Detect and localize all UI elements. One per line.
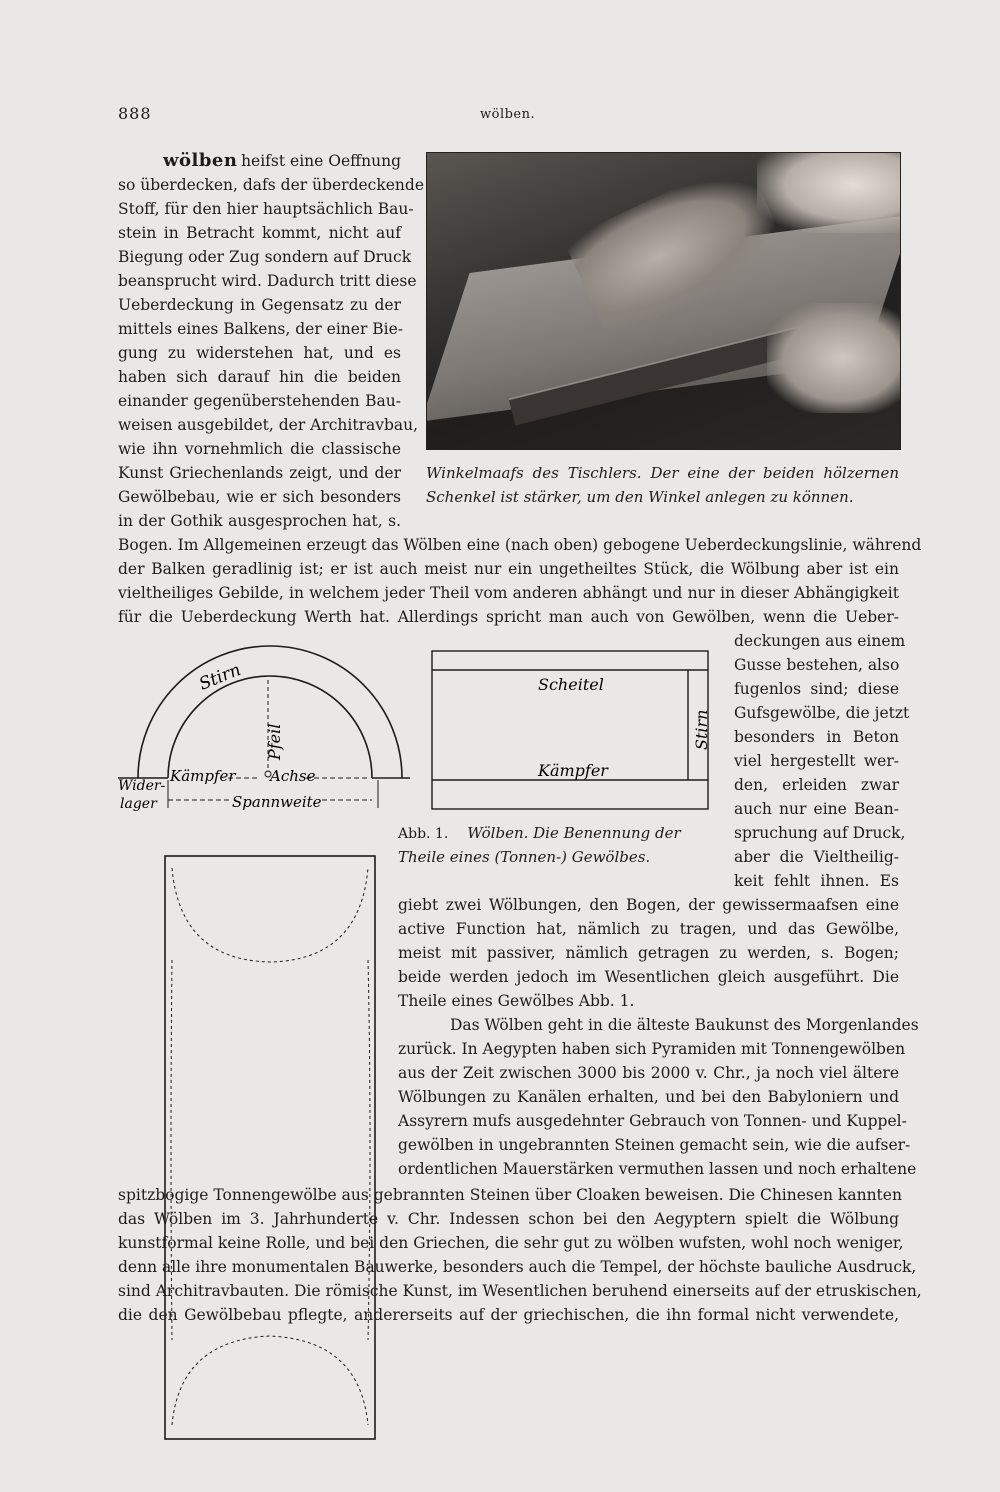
body-line: für die Ueberdeckung Werth hat. Allerdings spricht man auch von Gewölben, wenn die Ueber- [118,608,899,626]
figure-caption-label: Abb. 1. [398,826,449,842]
right-col-line: viel hergestellt wer- [734,752,899,770]
body-line: der Balken geradlinig ist; er ist auch meist nur ein ungetheiltes Stück, die Wölbung aber ist ein [118,560,899,578]
right-col-line: fugenlos sind; diese [734,680,899,698]
body-line: denn alle ihre monumentalen Bauwerke, besonders auch die Tempel, der höchste bauliche Ausdruck, [118,1258,917,1276]
mid-col-line: giebt zwei Wölbungen, den Bogen, der gewissermaafsen eine [398,896,899,914]
col-line: Gewölbebau, wie er sich besonders [118,488,401,506]
vault-plan [165,856,375,1439]
mid-col-line: zurück. In Aegypten haben sich Pyramiden mit Tonnengewölben [398,1040,906,1058]
photo-caption-line-2: Schenkel ist stärker, um den Winkel anlegen zu können. [426,488,854,506]
mid-col-line: ordentlichen Mauerstärken vermuthen lassen und noch erhaltene [398,1160,917,1178]
right-col-line: Gusse bestehen, also [734,656,900,674]
figure-caption-text-1: Wölben. Die Benennung der [467,824,681,842]
col-line: so überdecken, dafs der überdeckende [118,176,424,194]
headword: wölben [163,150,238,171]
col-line: in der Gothik ausgesprochen hat, s. [118,512,401,530]
label-spannweite: Spannweite [232,793,322,811]
label-stirn-2: Stirn [692,709,711,750]
page-number: 888 [118,104,152,123]
carpenter-square-photo [426,152,901,450]
label-wider: Wider- [118,778,166,794]
col-line: einander gegenüberstehenden Bau- [118,392,401,410]
body-line: die den Gewölbebau pflegte, andererseits auf der griechischen, die ihn formal nicht verwendete, [118,1306,899,1324]
body-line: spitzbogige Tonnengewölbe aus gebrannten Steinen über Cloaken beweisen. Die Chinesen kannten [118,1186,902,1204]
col-line: wie ihn vornehmlich die classische [118,440,401,458]
right-col-line: keit fehlt ihnen. Es [734,872,899,890]
col-line-0 [118,150,401,172]
right-col-line: deckungen aus einem [734,632,906,650]
mid-col-line: active Function hat, nämlich zu tragen, und das Gewölbe, [398,920,899,938]
label-lager: lager [120,796,157,812]
col-line: beansprucht wird. Dadurch tritt diese [118,272,417,290]
mid-col-line: Das Wölben geht in die älteste Baukunst des Morgenlandes [450,1016,919,1034]
label-kaempfer: Kämpfer [170,767,236,785]
label-pfeil: Pfeil [265,723,284,760]
running-title: wölben. [480,107,536,122]
col-line: haben sich darauf hin die beiden [118,368,401,386]
right-col-line: Gufsgewölbe, die jetzt [734,704,910,722]
body-line: sind Architravbauten. Die römische Kunst, im Wesentlichen beruhend einerseits auf der etruskischen, [118,1282,922,1300]
col-line: Kunst Griechenlands zeigt, und der [118,464,401,482]
col-line-0-text: heifst eine Oeffnung [241,152,401,170]
body-line: das Wölben im 3. Jahrhunderte v. Chr. Indessen schon bei den Aegyptern spielt die Wölbung [118,1210,899,1228]
col-line: gung zu widerstehen hat, und es [118,344,401,362]
col-line: Stoff, für den hier hauptsächlich Bau- [118,200,414,218]
mid-col-line: gewölben in ungebrannten Steinen gemacht sein, wie die aufser- [398,1136,911,1154]
right-col-line: spruchung auf Druck, [734,824,906,842]
col-line: stein in Betracht kommt, nicht auf [118,224,401,242]
right-col-line: den, erleiden zwar [734,776,899,794]
label-kaempfer-2: Kämpfer [538,761,608,780]
photo-hand-right [767,303,901,413]
photo-caption-line-1: Winkelmaafs des Tischlers. Der eine der beiden hölzernen [426,464,899,482]
right-col-line: auch nur eine Bean- [734,800,899,818]
mid-col-line: Wölbungen zu Kanälen erhalten, und bei den Babyloniern und [398,1088,899,1106]
right-col-line: besonders in Beton [734,728,899,746]
body-line: kunstformal keine Rolle, und bei den Griechen, die sehr gut zu wölben wufsten, wohl noch weniger, [118,1234,904,1252]
label-scheitel: Scheitel [538,675,604,694]
col-line: mittels eines Balkens, der einer Bie- [118,320,404,338]
mid-col-line: aus der Zeit zwischen 3000 bis 2000 v. Chr., ja noch viel ältere [398,1064,899,1082]
mid-col-line: beide werden jedoch im Wesentlichen gleich ausgeführt. Die [398,968,899,986]
label-stirn: Stirn [196,659,244,695]
body-line: vieltheiliges Gebilde, in welchem jeder Theil vom anderen abhängt und nur in dieser Abhängigkeit [118,584,899,602]
figure-caption-line-2: Theile eines (Tonnen-) Gewölbes. [398,848,651,866]
mid-col-line: meist mit passiver, nämlich getragen zu werden, s. Bogen; [398,944,899,962]
figure-caption-line-1 [398,822,681,845]
photo-sleeve [757,153,901,233]
label-achse: Achse [270,767,316,785]
mid-col-line: Theile eines Gewölbes Abb. 1. [398,992,635,1010]
right-col-line: aber die Vieltheilig- [734,848,899,866]
col-line: Biegung oder Zug sondern auf Druck [118,248,412,266]
mid-col-line: Assyrern mufs ausgedehnter Gebrauch von Tonnen- und Kuppel- [398,1112,907,1130]
col-line: weisen ausgebildet, der Architravbau, [118,416,419,434]
col-line: Ueberdeckung in Gegensatz zu der [118,296,401,314]
body-line: Bogen. Im Allgemeinen erzeugt das Wölben eine (nach oben) gebogene Ueberdeckungslinie, während [118,536,922,554]
